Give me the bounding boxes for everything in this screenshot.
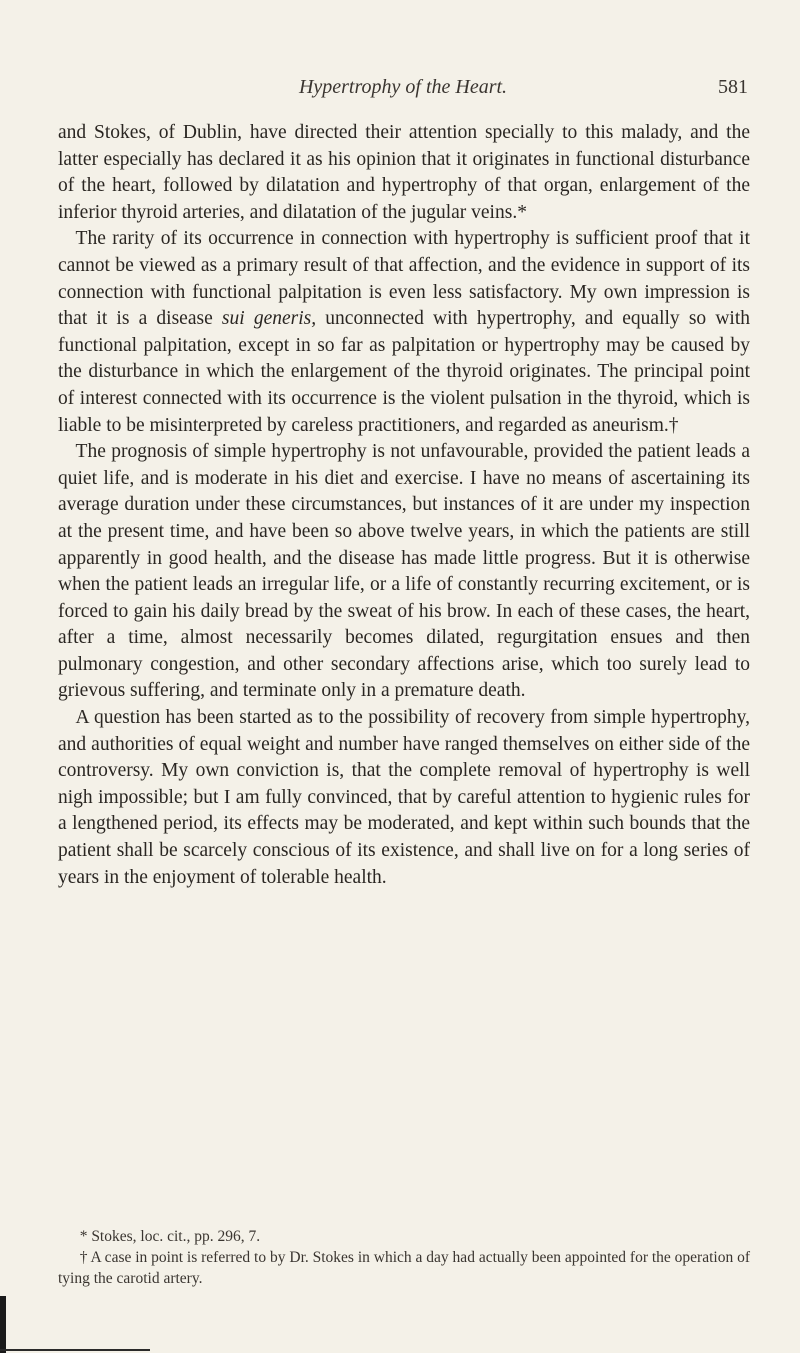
footnote-1: * Stokes, loc. cit., pp. 296, 7. [79, 1228, 261, 1245]
paragraph-3: The prognosis of simple hypertrophy is not unfavourable, provided the patient leads a quiet life, and is moderate in his diet and exercise. I have no means of ascertaining its average duration under these circumstances, but instances of it are under my inspection at the present time, and have been so above twelve years, in which the patients are still apparently in good health, and the disease has made little progress. But it is otherwise when the patient leads an irregular life, or a life of constantly recurring excitement, or is forced to gain his daily bread by the sweat of his brow. In each of these cases, the heart, after a time, almost necessarily becomes dilated, regurgitation ensues and then pulmonary congestion, and other secondary affections arise, which too surely lead to grievous suffering, and terminate only in a premature death. [58, 441, 750, 702]
page-number: 581 [718, 76, 748, 98]
scan-edge-mark [0, 1296, 6, 1353]
paragraph-2-rest: unconnected with hypertrophy, and equally so with functional palpitation, except in so far as palpitation or hypertrophy may be caused by the disturbance in which the enlargement of the thyroid originates. The principal point of interest connected with its occurrence is the violent pulsation in the thyroid, which is liable to be misinterpreted by careless practitioners, and regarded as aneurism.† [58, 308, 750, 436]
latin-phrase: sui generis, [221, 308, 317, 330]
running-title: Hypertrophy of the Heart. [298, 76, 508, 98]
scan-bottom-line [0, 1349, 150, 1351]
paragraph-4: A question has been started as to the possibility of recovery from simple hypertrophy, and authorities of equal weight and number have ranged themselves on either side of the controversy. My own conviction is, that the complete removal of hypertrophy is well nigh impossible; but I am fully convinced, that by careful attention to hygienic rules for a lengthened period, its effects may be moderated, and kept within such bounds that the patient shall be scarcely conscious of its existence, and shall live on for a long series of years in the enjoyment of tolerable health. [58, 707, 750, 888]
footnotes [58, 1226, 750, 1289]
paragraph-2 [58, 226, 750, 439]
body-text [58, 120, 750, 891]
footnote-2: † A case in point is referred to by Dr. Stokes in which a day had actually been appointed for the operation of tying the carotid artery. [58, 1249, 750, 1287]
paragraph-2-text: The rarity of its occurrence in connection with hypertrophy is sufficient proof that it cannot be viewed as a primary result of that affection, and the evidence in support of its connection with functional palpitation is even less satisfactory. My own impression is that it is a disease [58, 228, 750, 330]
running-head [58, 76, 748, 102]
paragraph-1: and Stokes, of Dublin, have directed their attention specially to this malady, and the latter especially has declared it as his opinion that it originates in functional disturbance of the heart, followed by dilatation and hypertrophy of that organ, enlargement of the inferior thyroid arteries, and dilatation of the jugular veins.* [58, 122, 750, 223]
